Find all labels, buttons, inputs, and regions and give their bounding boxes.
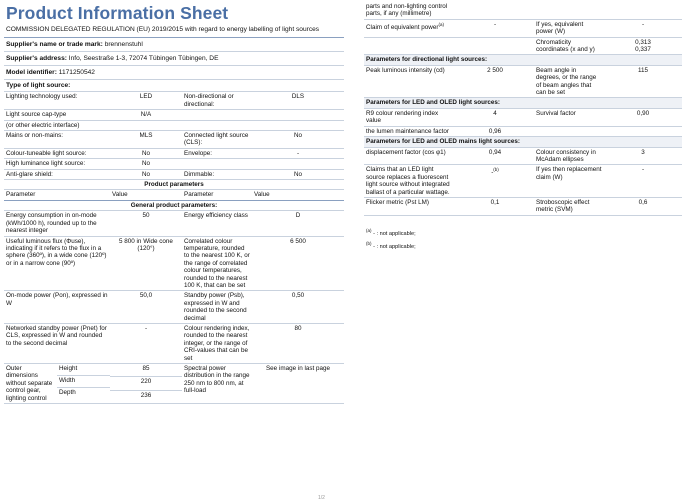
general-params-header <box>4 200 344 210</box>
chroma-x: 0,313 <box>635 38 651 46</box>
params-table <box>4 180 344 404</box>
mains-row <box>364 165 682 198</box>
chroma-row <box>364 37 682 55</box>
type-param-value <box>252 159 344 169</box>
param-value: 50 <box>110 211 182 236</box>
param-label: Colour rendering index, rounded to the nearest integer, or the range of CRI-values that can be set <box>182 323 252 363</box>
peak-value: 2 500 <box>456 65 534 98</box>
type-param-label: Anti-glare shield: <box>4 169 110 179</box>
directional-header <box>364 55 682 65</box>
outer-dim-cell <box>4 364 110 404</box>
param-header: Parameter <box>182 190 252 200</box>
mains-param-value: 0,1 <box>456 197 534 215</box>
chroma-label: Chromaticity coordinates (x and y) <box>534 37 604 55</box>
type-param-value <box>110 120 182 130</box>
type-param-value <box>252 120 344 130</box>
type-param-value: MLS <box>110 131 182 149</box>
lumen-row <box>364 126 682 136</box>
mains-row <box>364 147 682 165</box>
led-header <box>364 98 682 108</box>
outer-height-value: 85 <box>110 364 182 377</box>
outer-depth-label: Depth <box>59 389 76 396</box>
mains-param-label: displacement factor (cos φ1) <box>364 147 456 165</box>
footnotes <box>364 226 682 252</box>
param-row <box>4 236 344 291</box>
param-value: 50,0 <box>110 291 182 324</box>
type-row <box>4 131 344 149</box>
r9-label: R9 colour rendering index value <box>364 108 456 126</box>
param-label: Networked standby power (Pnet) for CLS, expressed in W and rounded to the second decimal <box>4 323 110 363</box>
type-param-label <box>182 110 252 120</box>
type-param-label <box>182 120 252 130</box>
param-label: Useful luminous flux (Φuse), indicating if it refers to the flux in a sphere (360º), in a wide cone (120º) or in a narrow cone (90º) <box>4 236 110 291</box>
outer-depth-value: 236 <box>110 390 182 403</box>
type-param-value: N/A <box>110 110 182 120</box>
outer-width-value: 220 <box>110 377 182 390</box>
product-params-label: Product parameters <box>4 180 344 190</box>
beam-value: 115 <box>604 65 682 98</box>
page-marker: 1/2 <box>318 495 325 500</box>
param-value: - <box>110 323 182 363</box>
param-value: D <box>252 211 344 236</box>
param-label: Energy efficiency class <box>182 211 252 236</box>
param-row <box>4 211 344 236</box>
claim-value: - <box>456 19 534 37</box>
type-row <box>4 120 344 130</box>
param-row <box>4 323 344 363</box>
mains-row <box>364 197 682 215</box>
ifyes-label: If yes, equivalent power (W) <box>534 19 604 37</box>
r9-value: 4 <box>456 108 534 126</box>
outer-width-label: Width <box>57 376 110 388</box>
outer-height-label: Height <box>57 364 110 376</box>
supplier-name-row <box>4 38 344 52</box>
survival-label: Survival factor <box>534 108 604 126</box>
mains-param-label: Colour consistency in McAdam ellipses <box>534 147 604 165</box>
claim-row <box>364 19 682 37</box>
mains-param-value: 0,94 <box>456 147 534 165</box>
type-param-label: Light source cap-type <box>4 110 110 120</box>
mains-label: Parameters for LED and OLED mains light sources: <box>364 137 682 147</box>
mains-param-value: 0,6 <box>604 197 682 215</box>
regulation-text: COMMISSION DELEGATED REGULATION (EU) 2019/2015 with regard to energy labelling of light sources <box>6 26 320 33</box>
mains-param-value: -$^{(b)}$ <box>456 165 534 198</box>
type-param-label: Connected light source (CLS): <box>182 131 252 149</box>
type-param-value: No <box>110 148 182 158</box>
outer-dim-label: Outer dimensions without separate control gear, lighting control <box>6 365 53 402</box>
type-param-label: Dimmable: <box>182 169 252 179</box>
param-value: 0,50 <box>252 291 344 324</box>
type-param-label: High luminance light source: <box>4 159 110 169</box>
type-param-value: No <box>110 169 182 179</box>
type-param-value: LED <box>110 92 182 109</box>
type-param-label <box>182 159 252 169</box>
param-label: Energy consumption in on-mode (kWh/1000 h), rounded up to the nearest integer <box>4 211 110 236</box>
mains-param-label: Claims that an LED light source replaces a fluorescent light source without integrated ballast of a particular wattage. <box>364 165 456 198</box>
param-row <box>4 291 344 324</box>
type-table <box>4 92 344 180</box>
mains-header <box>364 137 682 147</box>
peak-label: Peak luminous intensity (cd) <box>364 65 456 98</box>
footnote-b-mark: (b) <box>493 167 499 173</box>
right-table <box>364 0 682 216</box>
beam-label: Beam angle in degrees, or the range of beam angles that can be set <box>534 65 604 98</box>
param-label: Correlated colour temperature, rounded to the nearest 100 K, or the range of correlated colour temperatures, rounded to the nearest 100 K, that can be set <box>182 236 252 291</box>
directional-row <box>364 65 682 98</box>
continued-dimensions-text: parts and non-lighting control parts, if any (millimetre) <box>364 0 456 19</box>
param-headers <box>4 190 344 200</box>
supplier-address: Info, Seestraße 1-3, 72074 Tübingen Tübingen, DE <box>68 55 219 63</box>
type-param-value: No <box>110 159 182 169</box>
type-param-label: Colour-tuneable light source: <box>4 148 110 158</box>
survival-value: 0,90 <box>604 108 682 126</box>
type-param-label: Mains or non-mains: <box>4 131 110 149</box>
value-header: Value <box>110 190 182 200</box>
type-param-value: No <box>252 169 344 179</box>
right-column <box>364 0 682 251</box>
supplier-name: brennenstuhl <box>104 41 143 49</box>
param-header: Parameter <box>4 190 110 200</box>
mains-param-value: 3 <box>604 147 682 165</box>
mains-param-label: Stroboscopic effect metric (SVM) <box>534 197 604 215</box>
param-value: 5 800 in Wide cone (120°) <box>110 236 182 291</box>
supplier-name-label: Supplier's name or trade mark: <box>6 41 103 49</box>
directional-label: Parameters for directional light sources: <box>364 55 682 65</box>
type-param-label: (or other electric interface) <box>4 120 110 130</box>
type-row <box>4 169 344 179</box>
param-label: Standby power (Psb), expressed in W and rounded to the second decimal <box>182 291 252 324</box>
lumen-label: the lumen maintenance factor <box>364 126 456 136</box>
mains-param-label: Flicker metric (Pst LM) <box>364 197 456 215</box>
page-title: Product Information Sheet <box>6 3 229 23</box>
mains-param-label: If yes then replacement claim (W) <box>534 165 604 198</box>
type-row <box>4 110 344 120</box>
type-row <box>4 92 344 109</box>
chroma-y: 0,337 <box>635 46 651 54</box>
lumen-value: 0,96 <box>456 126 534 136</box>
param-value: 80 <box>252 323 344 363</box>
type-param-value: DLS <box>252 92 344 109</box>
type-param-label: Lighting technology used: <box>4 92 110 109</box>
type-param-value: No <box>252 131 344 149</box>
model-identifier: 1171250542 <box>58 69 95 77</box>
continued-row <box>364 0 682 19</box>
type-param-label: Non-directional or directional: <box>182 92 252 109</box>
type-param-value <box>252 110 344 120</box>
model-label: Model identifier: <box>6 69 57 77</box>
general-params-label: General product parameters: <box>4 200 344 210</box>
value-header: Value <box>252 190 344 200</box>
footnote-a: $^{(a)}$ - : not applicable; <box>366 227 416 237</box>
chroma-values <box>604 37 682 55</box>
left-column <box>4 0 344 404</box>
ifyes-value: - <box>604 19 682 37</box>
spectral-label: Spectral power distribution in the range 250 nm to 800 nm, at full-load <box>182 364 252 404</box>
type-row <box>4 148 344 158</box>
type-row <box>4 159 344 169</box>
param-label: On-mode power (Pon), expressed in W <box>4 291 110 324</box>
supplier-address-label: Supplier's address: <box>6 55 67 63</box>
outer-dim-row <box>4 364 344 377</box>
model-row <box>4 66 344 80</box>
footnote-a-mark: (a) <box>438 21 444 27</box>
r9-row <box>364 108 682 126</box>
led-label: Parameters for LED and OLED light sources: <box>364 98 682 108</box>
type-label: Type of light source: <box>4 80 344 92</box>
footnote-b: $^{(b)}$ - : not applicable; <box>366 240 416 250</box>
spectral-value: See image in last page <box>252 364 344 404</box>
supplier-address-row <box>4 52 344 66</box>
mains-param-value: - <box>604 165 682 198</box>
type-param-value: - <box>252 148 344 158</box>
type-param-label: Envelope: <box>182 148 252 158</box>
product-params-header <box>4 180 344 190</box>
param-value: 6 500 <box>252 236 344 291</box>
claim-label: Claim of equivalent power$^{(a)}$ <box>364 19 456 37</box>
